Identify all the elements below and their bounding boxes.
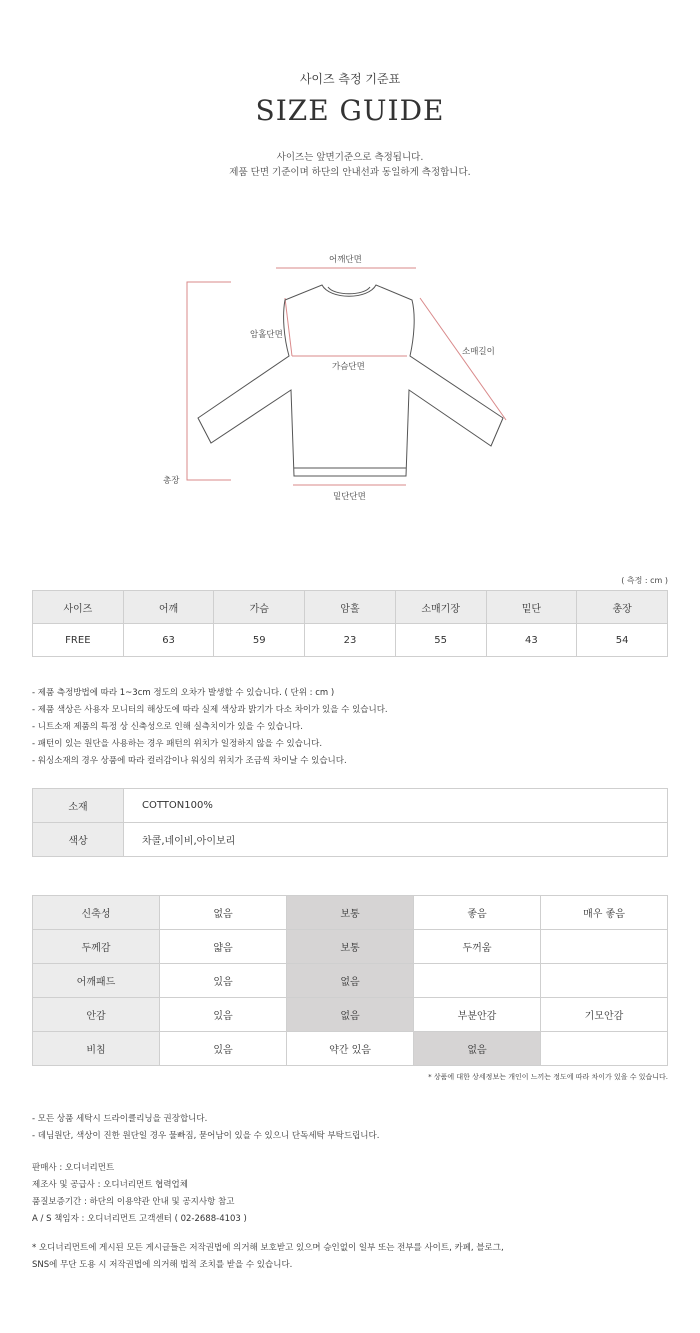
care-line: - 모든 상품 세탁시 드라이클리닝을 권장합니다.: [32, 1114, 208, 1124]
size-cell: 23: [305, 624, 396, 657]
fabric-features-table: [32, 895, 668, 1066]
feature-option: 두꺼움: [414, 930, 541, 964]
seller-line: 품질보증기간 : 하단의 이용약관 안내 및 공지사항 참고: [32, 1197, 235, 1207]
feature-row-lining: [33, 998, 668, 1032]
feature-option: [541, 1032, 668, 1066]
page-subtitle-korean: 사이즈 측정 기준표: [299, 72, 401, 86]
material-table: [32, 788, 668, 857]
feature-option: 부분안감: [414, 998, 541, 1032]
color-row: [33, 823, 668, 857]
label-hem: 밑단단면: [333, 492, 366, 502]
note-line: - 니트소재 제품의 특정 상 신축성으로 인해 실측치이가 있을 수 있습니다.: [32, 722, 303, 732]
size-header-cell: 총장: [577, 591, 668, 624]
armhole-measure-line: [285, 298, 292, 356]
feature-row-thickness: [33, 930, 668, 964]
sweater-outline: [198, 285, 503, 476]
size-header-cell: 밑단: [486, 591, 577, 624]
size-cell: FREE: [33, 624, 124, 657]
intro-text-1: 사이즈는 앞면기준으로 측정됩니다.: [276, 152, 424, 163]
size-table-header: [33, 591, 668, 624]
size-table: [32, 590, 668, 657]
size-cell: 43: [486, 624, 577, 657]
size-table-row: [33, 624, 668, 657]
copyright-line: * 오디너리먼트에 게시된 모든 게시글들은 저작권법에 의거해 보호받고 있으며 승인없이 일부 또는 전부를 사이트, 카페, 블로그,: [32, 1243, 504, 1253]
color-label: 색상: [33, 823, 124, 857]
material-value: COTTON100%: [124, 789, 668, 823]
size-header-cell: 가슴: [214, 591, 305, 624]
feature-label: 어깨패드: [33, 964, 160, 998]
size-cell: 63: [123, 624, 214, 657]
label-armhole: 암홀단면: [250, 330, 283, 340]
size-header-cell: 사이즈: [33, 591, 124, 624]
seller-line: A / S 책임자 : 오디너리먼트 고객센터 ( 02-2688-4103 ): [32, 1214, 247, 1224]
feature-option: 있음: [160, 998, 287, 1032]
sleeve-measure-line: [420, 298, 506, 420]
feature-row-shoulder-pad: [33, 964, 668, 998]
label-chest: 가슴단면: [332, 362, 365, 372]
measure-unit: ( 측정 : cm ): [621, 576, 668, 585]
feature-label: 비침: [33, 1032, 160, 1066]
feature-option: 기모안감: [541, 998, 668, 1032]
feature-option-selected: 없음: [287, 998, 414, 1032]
seller-line: 판매사 : 오디너리먼트: [32, 1163, 115, 1173]
sweater-measurement-diagram: [150, 240, 550, 515]
feature-option-selected: 없음: [414, 1032, 541, 1066]
size-cell: 59: [214, 624, 305, 657]
feature-option: 있음: [160, 1032, 287, 1066]
care-line: - 데님원단, 색상이 진한 원단일 경우 물빠짐, 묻어남이 있을 수 있으니 단독세탁 부탁드립니다.: [32, 1131, 380, 1141]
size-header-cell: 소매기장: [395, 591, 486, 624]
feature-option-selected: 없음: [287, 964, 414, 998]
color-value: 차콜,네이비,아이보리: [124, 823, 668, 857]
material-label: 소재: [33, 789, 124, 823]
feature-row-see-through: [33, 1032, 668, 1066]
feature-option-selected: 보통: [287, 896, 414, 930]
label-shoulder: 어깨단면: [329, 255, 362, 265]
label-sleeve: 소매길이: [462, 347, 495, 357]
size-cell: 54: [577, 624, 668, 657]
feature-label: 안감: [33, 998, 160, 1032]
page-title: SIZE GUIDE: [255, 94, 445, 127]
size-header-cell: 암홀: [305, 591, 396, 624]
features-disclaimer: * 상품에 대한 상세정보는 개인이 느끼는 정도에 따라 차이가 있을 수 있습니다.: [428, 1073, 668, 1081]
size-cell: 55: [395, 624, 486, 657]
label-length: 총장: [163, 476, 180, 486]
seller-info: [32, 1160, 247, 1228]
size-header-cell: 어깨: [123, 591, 214, 624]
copyright-line: SNS에 무단 도용 시 저작권법에 의거해 법적 조치를 받을 수 있습니다.: [32, 1260, 293, 1270]
feature-option: 없음: [160, 896, 287, 930]
feature-option: 있음: [160, 964, 287, 998]
note-line: - 제품 색상은 사용자 모니터의 해상도에 따라 실제 색상과 밝기가 다소 차이가 있을 수 있습니다.: [32, 705, 388, 715]
feature-label: 신축성: [33, 896, 160, 930]
note-line: - 워싱소재의 경우 상품에 따라 컬러감이나 워싱의 위치가 조금씩 차이날 수 있습니다.: [32, 756, 347, 766]
feature-label: 두께감: [33, 930, 160, 964]
feature-option: 약간 있음: [287, 1032, 414, 1066]
feature-option: [414, 964, 541, 998]
feature-option: 얇음: [160, 930, 287, 964]
material-row: [33, 789, 668, 823]
feature-option: 좋음: [414, 896, 541, 930]
feature-option: [541, 930, 668, 964]
feature-row-stretch: [33, 896, 668, 930]
feature-option-selected: 보통: [287, 930, 414, 964]
copyright-notice: [32, 1240, 504, 1274]
seller-line: 제조사 및 공급사 : 오디너리먼트 협력업체: [32, 1180, 188, 1190]
note-line: - 제품 측정방법에 따라 1~3cm 정도의 오차가 발생할 수 있습니다. ( 단위 : cm ): [32, 688, 335, 698]
intro-text-2: 제품 단면 기준이며 하단의 안내선과 동일하게 측정합니다.: [229, 167, 471, 178]
measurement-notes: [32, 685, 388, 770]
note-line: - 패턴이 있는 원단을 사용하는 경우 패턴의 위치가 일정하지 않을 수 있습니다.: [32, 739, 323, 749]
care-instructions: [32, 1111, 379, 1145]
feature-option: [541, 964, 668, 998]
feature-option: 매우 좋음: [541, 896, 668, 930]
length-measure-line: [187, 282, 231, 480]
